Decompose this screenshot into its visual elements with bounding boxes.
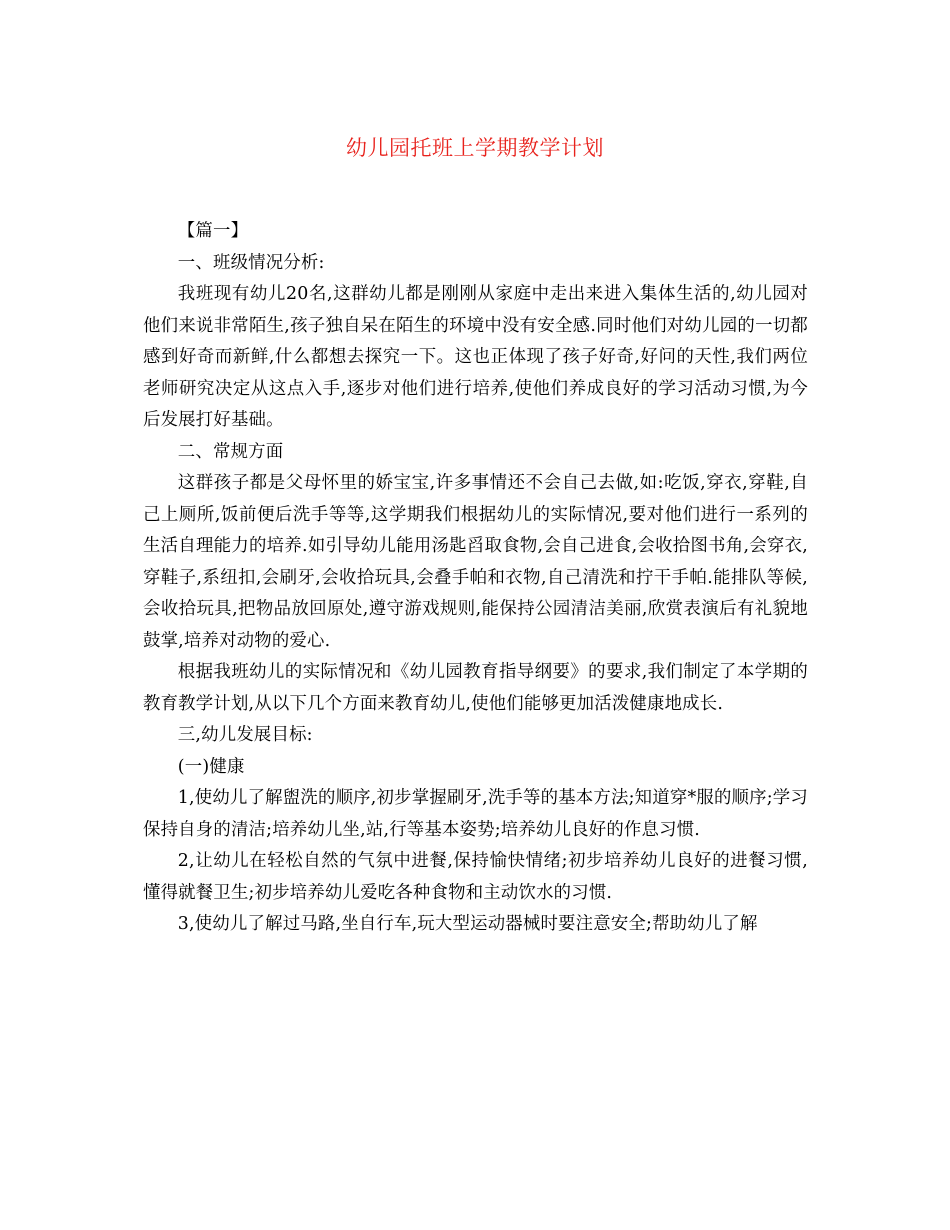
body-paragraph: 根据我班幼儿的实际情况和《幼儿园教育指导纲要》的要求,我们制定了本学期的教育教学计划,从以下几个方面来教育幼儿,使他们能够更加活泼健康地成长. [143,662,808,714]
section-heading: 二、常规方面 [177,441,284,462]
body-paragraph: 这群孩子都是父母怀里的娇宝宝,许多事情还不会自己去做,如:吃饭,穿衣,穿鞋,自己上厕所,饭前便后洗手等等,这学期我们根据幼儿的实际情况,要对他们进行一系列的生活自理能力的培养.如引导幼儿能用汤匙舀取食物,会自己进食,会收拾图书角,会穿衣,穿鞋子,系纽扣,会刷牙,会收拾玩具,会叠手帕和衣物,自己清洗和拧干手帕.能排队等候,会收拾玩具,把物品放回原处,遵守游戏规则,能保持公园清洁美丽,欣赏表演后有礼貌地鼓掌,培养对动物的爱心. [143,473,808,651]
section-heading: 三,幼儿发展目标: [177,725,313,745]
list-paragraph: 2,让幼儿在轻松自然的气氛中进餐,保持愉快情绪;初步培养幼儿良好的进餐习惯,懂得就餐卫生;初步培养幼儿爱吃各种食物和主动饮水的习惯. [143,851,808,903]
document-title: 幼儿园托班上学期教学计划 [346,136,604,160]
list-paragraph: 3,使幼儿了解过马路,坐自行车,玩大型运动器械时要注意安全;帮助幼儿了解 [177,914,758,934]
section-heading: 一、班级情况分析: [177,252,325,273]
section-label: 【篇一】 [177,221,249,241]
document-body [143,216,808,941]
subsection-heading: (一)健康 [177,756,245,777]
list-paragraph: 1,使幼儿了解盥洗的顺序,初步掌握刷牙,洗手等的基本方法;知道穿*服的顺序;学习保持自身的清洁;培养幼儿坐,站,行等基本姿势;培养幼儿良好的作息习惯. [143,788,808,840]
body-paragraph: 我班现有幼儿20名,这群幼儿都是刚刚从家庭中走出来进入集体生活的,幼儿园对他们来说非常陌生,孩子独自呆在陌生的环境中没有安全感.同时他们对幼儿园的一切都感到好奇而新鲜,什么都想去探究一下。这也正体现了孩子好奇,好问的天性,我们两位老师研究决定从这点入手,逐步对他们进行培养,使他们养成良好的学习活动习惯,为今后发展打好基础。 [143,284,808,430]
